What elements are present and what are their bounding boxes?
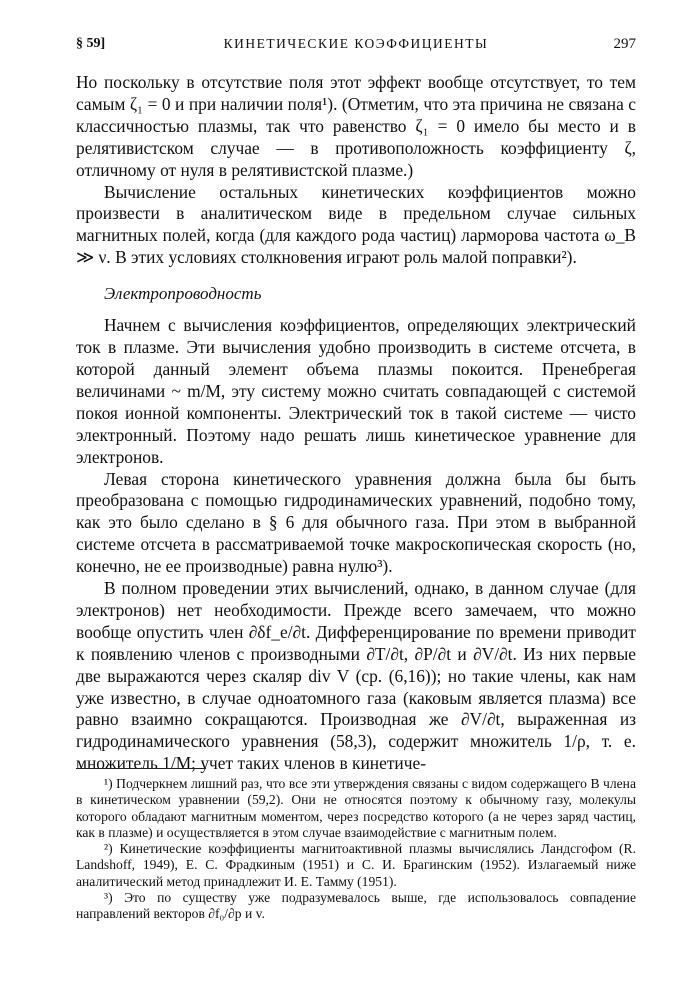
running-title: КИНЕТИЧЕСКИЕ КОЭФФИЦИЕНТЫ [223, 36, 489, 51]
paragraph-1: Но поскольку в отсутствие поля этот эффект вообще отсутствует, то тем самым ζ₁ = 0 и при наличии поля¹). (Отметим, что эта причина не связана с классичностью плазмы, так что равенство ζ₁ = 0 имело бы место и в релятивистском случае — в противоположность коэффициенту ζ, отличному от нуля в релятивистской плазме.) [76, 72, 636, 180]
paragraph-4: Левая сторона кинетического уравнения должна была бы быть преобразована с помощью гидродинамических уравнений, подобно тому, как это было сделано в § 6 для обычного газа. При этом в выбранной системе отсчета в рассматриваемой точке макроскопическая скорость (но, конечно, не ее производные) равна нулю³). [76, 468, 636, 577]
paragraph-5: В полном проведении этих вычислений, однако, в данном случае (для электронов) нет необходимости. Прежде всего замечаем, что можно вообще опустить член ∂δf_e/∂t. Дифференцирование по времени приводит к появлению членов с производными ∂T/∂t, ∂P/∂t и ∂V/∂t. Из них первые две выражаются через скаляр div V (ср. (6,16)); но такие члены, как нам уже известно, в случае одноатомного газа (каковым является плазма) все равно взаимно сокращаются. Производная же ∂V/∂t, выраженная из гидродинамического уравнения (58,3), содержит множитель 1/ρ, т. е. множитель 1/M; учет таких членов в кинетиче- [76, 578, 636, 774]
section-marker: § 59] [76, 36, 106, 51]
subsection-heading: Электропроводность [104, 284, 262, 304]
footnote-1: ¹) Подчеркнем лишний раз, что все эти утверждения связаны с видом содержащего B члена в кинетическом уравнении (59,2). Они не относятся поэтому к обычному газу, молекулы которого обладают магнитным моментом, через посредство которого (а не через заряд частиц, как в плазме) и осуществляется в этом случае взаимодействие с магнитным полем. [76, 776, 636, 840]
page-number: 297 [613, 36, 636, 52]
main-text [76, 72, 636, 775]
footnote-3: ³) Это по существу уже подразумевалось выше, где использовалось совпадение направлений векторов ∂f₀/∂p и v. [76, 890, 636, 922]
footnotes [76, 776, 636, 923]
running-header [76, 36, 636, 58]
footnote-2: ²) Кинетические коэффициенты магнитоактивной плазмы вычислялись Ландсгофом (R. Landshoff, 1949), Е. С. Фрадкиным (1951) и С. И. Брагинским (1952). Излагаемый ниже аналитический метод принадлежит И. Е. Тамму (1951). [76, 841, 636, 889]
footnote-rule [76, 768, 206, 769]
paragraph-2: Вычисление остальных кинетических коэффициентов можно произвести в аналитическом виде в предельном случае сильных магнитных полей, когда (для каждого рода частиц) ларморова частота ω_B ≫ ν. В этих условиях столкновения играют роль малой поправки²). [76, 181, 636, 268]
paragraph-3: Начнем с вычисления коэффициентов, определяющих электрический ток в плазме. Эти вычисления удобно производить в системе отсчета, в которой данный элемент объема плазмы покоится. Пренебрегая величинами ~ m/M, эту систему можно считать совпадающей с системой покоя ионной компоненты. Электрический ток в такой системе — чисто электронный. Поэтому надо решать лишь кинетическое уравнение для электронов. [76, 315, 636, 467]
